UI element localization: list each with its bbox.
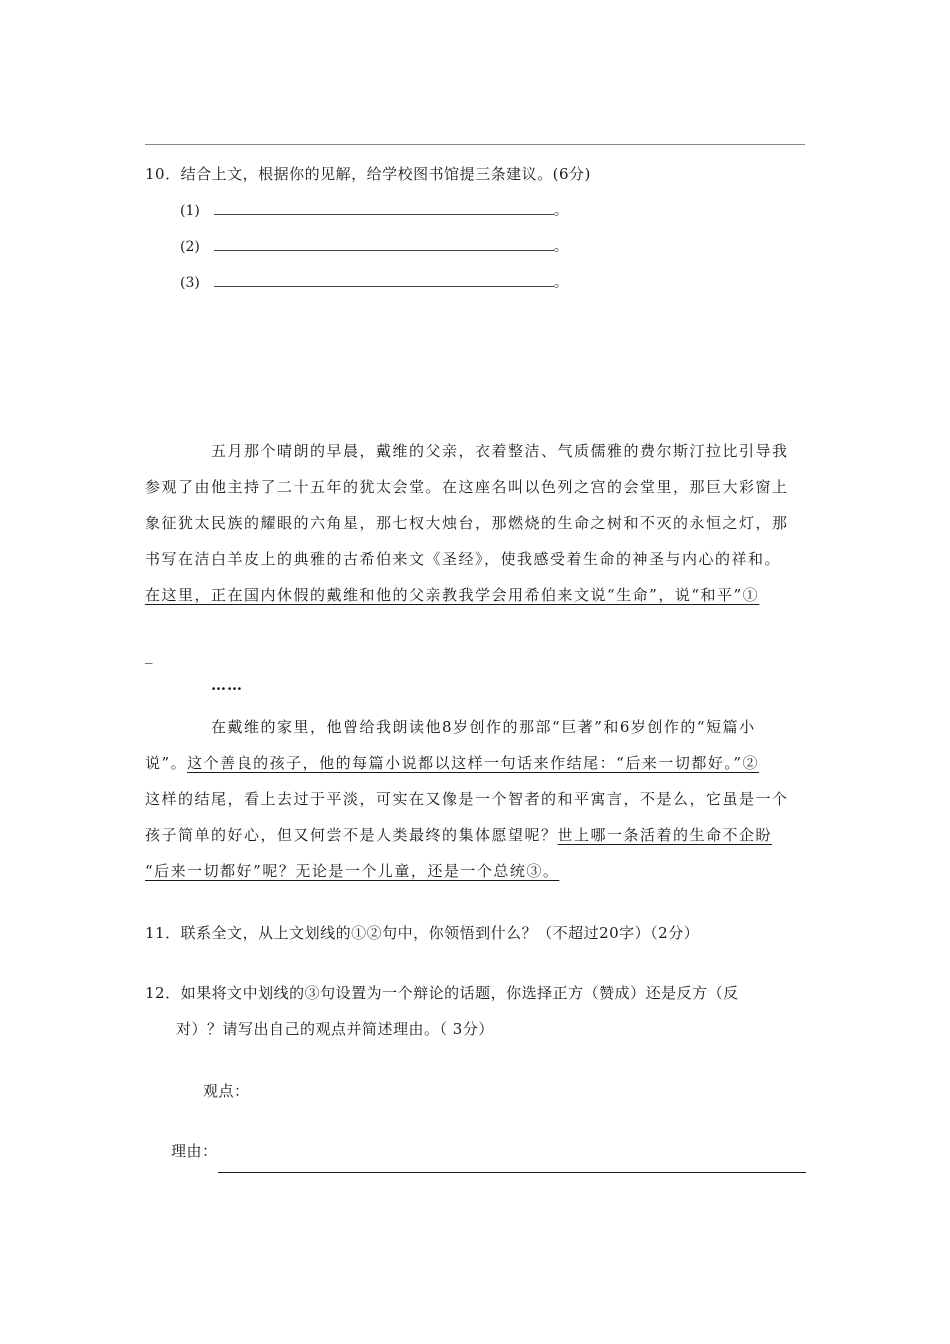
reason-answer-line[interactable] <box>218 1172 806 1173</box>
answer-item-2: (2) 。 <box>180 239 568 255</box>
passage-line: 这样的结尾，看上去过于平淡，可实在又像是一个智者的和平寓言，不是么，它虽是一个 <box>145 790 789 808</box>
question-11: 11．联系全文，从上文划线的①②句中，你领悟到什么？（不超过20字）（2分） <box>145 924 700 942</box>
underlined-sentence-3-cont: “后来一切都好”呢？无论是一个儿童，还是一个总统③。 <box>145 862 560 880</box>
passage-line: 参观了由他主持了二十五年的犹太会堂。在这座名叫以色列之宫的会堂里，那巨大彩窗上 <box>145 478 789 496</box>
answer-item-label: (3) <box>180 275 200 291</box>
answer-item-label: (2) <box>180 239 200 255</box>
answer-item-1: (1) 。 <box>180 203 568 219</box>
question-12-cont: 对）？请写出自己的观点并简述理由。（ 3分） <box>176 1020 494 1038</box>
passage-line: 在戴维的家里，他曾给我朗读他8岁创作的那部“巨著”和6岁创作的“短篇小 <box>211 718 756 736</box>
answer-blank[interactable] <box>214 274 554 287</box>
passage-line: 说”。这个善良的孩子，他的每篇小说都以这样一句话来作结尾：“后来一切都好。”② <box>145 754 760 772</box>
underlined-sentence-2: 这个善良的孩子，他的每篇小说都以这样一句话来作结尾：“后来一切都好。”② <box>187 754 760 772</box>
passage-line: _ <box>145 646 154 664</box>
passage-line: 象征犹太民族的耀眼的六角星，那七杈大烛台，那燃烧的生命之树和不灭的永恒之灯，那 <box>145 514 789 532</box>
underlined-sentence-1: 在这里，正在国内休假的戴维和他的父亲教我学会用希伯来文说“生命”，说“和平”① <box>145 586 760 604</box>
viewpoint-label: 观点： <box>203 1082 250 1100</box>
question-10: 10．结合上文，根据你的见解，给学校图书馆提三条建议。(6分) <box>145 165 591 183</box>
answer-item-3: (3) 。 <box>180 275 568 291</box>
passage-line: 书写在洁白羊皮上的典雅的古希伯来文《圣经》，使我感受着生命的神圣与内心的祥和。 <box>145 550 782 568</box>
reason-label: 理由： <box>171 1142 218 1160</box>
passage-line: 孩子简单的好心，但又何尝不是人类最终的集体愿望呢？世上哪一条活着的生命不企盼 <box>145 826 773 844</box>
underlined-sentence-3: 世上哪一条活着的生命不企盼 <box>557 826 773 844</box>
passage-line: 五月那个晴朗的早晨，戴维的父亲，衣着整洁、气质儒雅的费尔斯汀拉比引导我 <box>211 442 789 460</box>
answer-item-label: (1) <box>180 203 200 219</box>
question-12: 12．如果将文中划线的③句设置为一个辩论的话题，你选择正方（赞成）还是反方（反 <box>145 984 739 1002</box>
header-rule <box>145 144 805 145</box>
answer-blank[interactable] <box>214 202 554 215</box>
answer-blank[interactable] <box>214 238 554 251</box>
ellipsis: …… <box>211 676 243 694</box>
